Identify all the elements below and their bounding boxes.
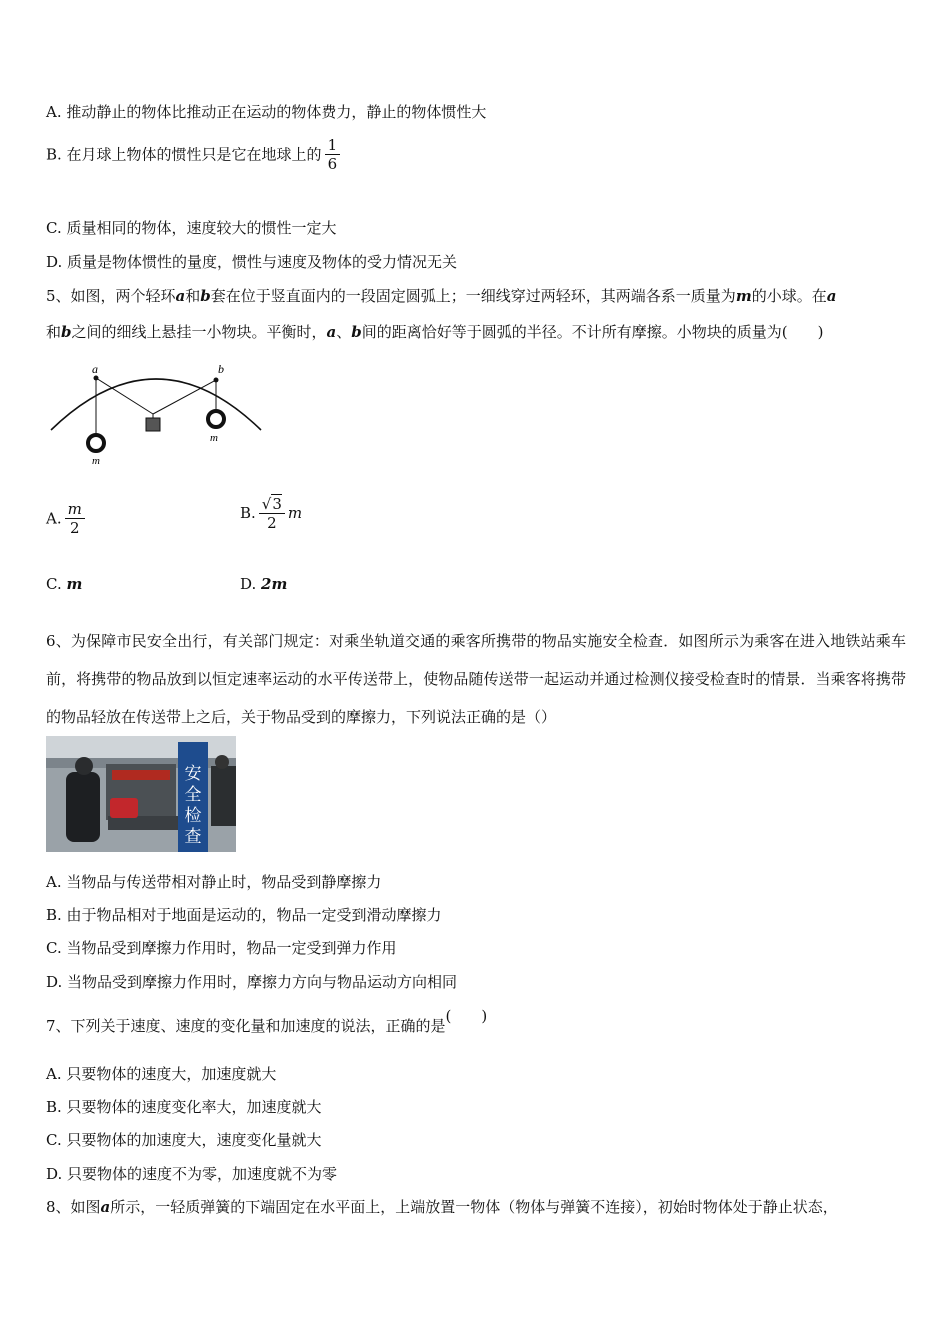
q5-var-m: m <box>735 287 752 305</box>
q5-option-b-den: 2 <box>267 514 277 532</box>
q7-option-d: D. 只要物体的速度不为零，加速度就不为零 <box>46 1165 338 1183</box>
q6-option-c: C. 当物品受到摩擦力作用时，物品一定受到弹力作用 <box>46 939 397 957</box>
q5-option-a-den: 2 <box>69 519 80 537</box>
q5-fig-label-a: a <box>92 362 98 376</box>
q4-option-c: C. 质量相同的物体，速度较大的惯性一定大 <box>46 219 337 237</box>
q5-stem-line1 <box>46 286 836 306</box>
q5-fig-label-b: b <box>218 362 224 376</box>
q7-stem <box>46 1007 488 1036</box>
q6-photo-sign: 安全检查 <box>184 764 202 847</box>
q5-ball-right <box>208 411 224 427</box>
q5-option-c <box>46 574 82 594</box>
q5-stem-line2 <box>46 322 824 342</box>
q4-option-d: D. 质量是物体惯性的量度，惯性与速度及物体的受力情况无关 <box>46 253 458 271</box>
q8-stem <box>46 1197 838 1217</box>
q8-text: 所示，一轻质弹簧的下端固定在水平面上，上端放置一物体（物体与弹簧不连接），初始时物体处于静止状态， <box>110 1198 838 1216</box>
q6-stem: 6、为保障市民安全出行，有关部门规定：对乘坐轨道交通的乘客所携带的物品实施安全检查．如图所示为乘客在进入地铁站乘车前，将携带的物品放到以恒定速率运动的水平传送带上，使物品随传送带一起运动并通过检测仪接受检查时的情景．当乘客将携带的物品轻放在传送带上之后，关于物品受到的摩擦力，下列说法正确的是（） <box>46 632 906 726</box>
q4-fraction-numerator: 1 <box>325 136 341 155</box>
q5-text: 的小球。在 <box>751 287 827 305</box>
q5-option-d-prefix: D. <box>240 575 257 593</box>
q5-option-b-prefix: B. <box>240 504 256 522</box>
q5-option-d-value: 2m <box>261 575 288 593</box>
q6-option-b: B. 由于物品相对于地面是运动的，物品一定受到滑动摩擦力 <box>46 906 442 924</box>
q5-string-mid-right <box>153 380 216 414</box>
q5-text: 5、如图，两个轻环 <box>46 287 176 305</box>
q5-option-c-value: m <box>66 575 83 593</box>
q5-var-a: a <box>326 323 337 341</box>
q5-option-b-m: m <box>287 504 303 522</box>
q6-option-d: D. 当物品受到摩擦力作用时，摩擦力方向与物品运动方向相同 <box>46 973 458 991</box>
q5-text: 套在位于竖直面内的一段固定圆弧上；一细线穿过两轻环，其两端各系一质量为 <box>210 287 736 305</box>
q7-option-b: B. 只要物体的速度变化率大，加速度就大 <box>46 1098 322 1116</box>
q5-text: 之间的细线上悬挂一小物块。平衡时， <box>71 323 327 341</box>
q7-option-a: A. 只要物体的速度大，加速度就大 <box>46 1065 277 1083</box>
q5-text: 和 <box>185 287 201 305</box>
q5-var-a: a <box>826 287 837 305</box>
q6-photo-illustration <box>46 736 236 852</box>
q5-ball-left <box>88 435 104 451</box>
q5-fig-label-m-right: m <box>210 432 218 444</box>
q4-fraction <box>325 136 341 173</box>
q5-block <box>146 418 160 431</box>
q4-option-b <box>46 136 343 173</box>
q6-security-photo <box>46 736 236 852</box>
q5-fig-label-m-left: m <box>92 455 100 467</box>
q5-text: 和 <box>46 323 62 341</box>
q7-stem-text: 7、下列关于速度、速度的变化量和加速度的说法，正确的是 <box>46 1017 446 1035</box>
q5-arc-diagram <box>46 358 266 468</box>
q5-option-a-prefix: A. <box>46 509 62 528</box>
q8-text: 8、如图 <box>46 1198 101 1216</box>
q7-option-c: C. 只要物体的加速度大，速度变化量就大 <box>46 1131 322 1149</box>
q5-option-b <box>240 494 302 532</box>
q5-option-c-prefix: C. <box>46 575 62 593</box>
q5-option-b-num: √3 <box>259 494 285 514</box>
q5-var-b: b <box>351 323 362 341</box>
q5-var-a: a <box>175 287 186 305</box>
q4-fraction-denominator: 6 <box>327 155 338 173</box>
q4-option-b-text: B. 在月球上物体的惯性只是它在地球上的 <box>46 145 322 164</box>
q4-option-a: A. 推动静止的物体比推动正在运动的物体费力，静止的物体惯性大 <box>46 103 487 121</box>
q5-text: 、 <box>336 323 352 341</box>
q5-var-b: b <box>200 287 211 305</box>
q5-text: 间的距离恰好等于圆弧的半径。不计所有摩擦。小物块的质量为( ) <box>361 323 824 341</box>
q5-option-b-sqrt: 3 <box>272 495 282 513</box>
q7-answer-parens: ( ) <box>445 1007 488 1025</box>
q5-option-d <box>240 574 287 594</box>
q6-option-a: A. 当物品与传送带相对静止时，物品受到静摩擦力 <box>46 873 382 891</box>
q5-option-b-fraction <box>259 494 285 532</box>
q5-option-a <box>46 500 88 537</box>
q5-var-b: b <box>61 323 72 341</box>
q5-option-a-num: m <box>65 500 85 519</box>
q8-var-a: a <box>100 1198 111 1216</box>
q5-option-a-fraction <box>65 500 85 537</box>
